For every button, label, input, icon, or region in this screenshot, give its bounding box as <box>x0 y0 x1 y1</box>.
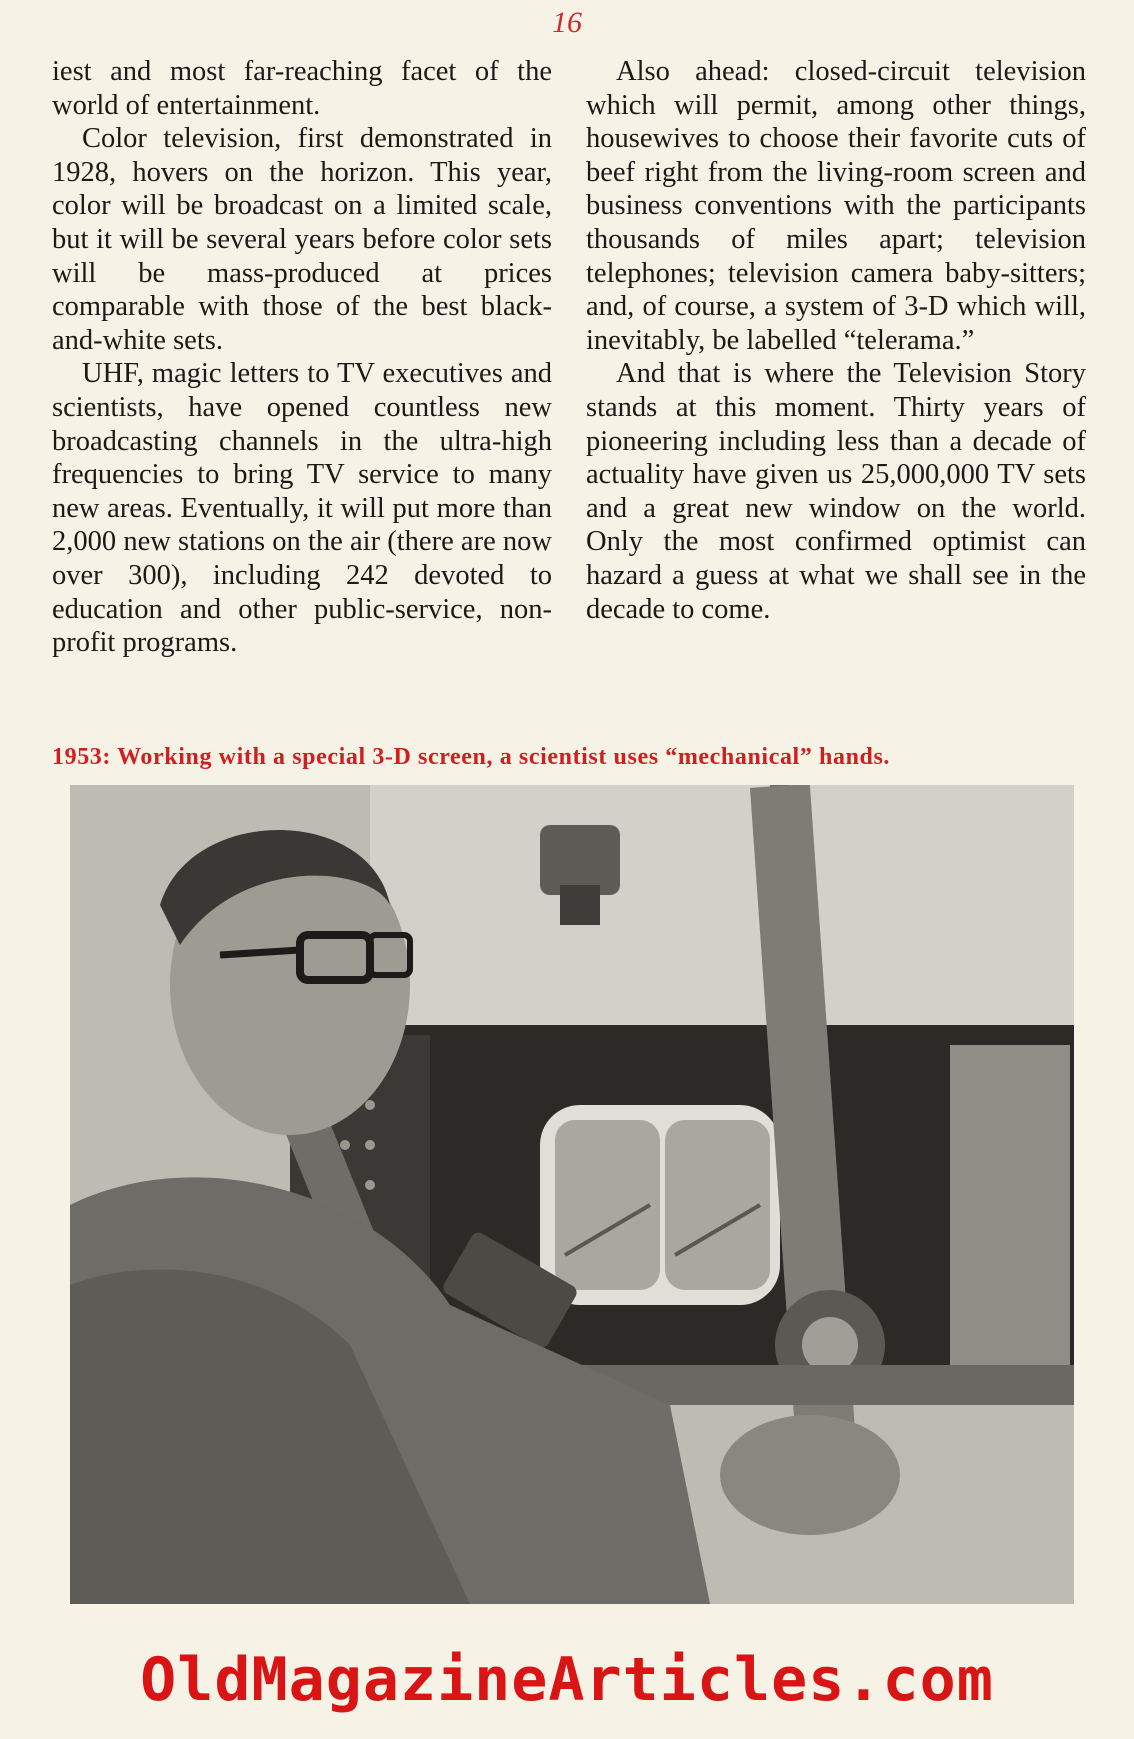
left-column <box>52 55 552 725</box>
site-logo: OldMagazineArticles.com <box>140 1645 994 1715</box>
photo-caption: 1953: Working with a special 3-D screen, a scientist uses “mechanical” hands. <box>52 744 891 770</box>
paragraph: UHF, magic letters to TV executives and scientists, have opened countless new broadcasting channels in the ultra-high frequencies to bring TV service to many new areas. Eventually, it will put more than 2,000 new stations on the air (there are now over 300), including 242 devoted to education and other public-service, non-profit programs. <box>52 358 552 659</box>
paragraph: Color television, first demonstrated in 1928, hovers on the horizon. This year, color will be broadcast on a limited scale, but it will be several years before color sets will be mass-produced at prices comparable with those of the best black-and-white sets. <box>52 123 552 356</box>
scientist-3d-screen-photo <box>70 785 1074 1604</box>
paragraph: Also ahead: closed-circuit television which will permit, among other things, housewives to choose their favorite cuts of beef right from the living-room screen and business conventions with the participants thousands of miles apart; television telephones; television camera baby-sitters; and, of course, a system of 3-D which will, inevitably, be labelled “telerama.” <box>586 56 1086 356</box>
article-columns <box>52 55 1086 725</box>
page-number: 16 <box>552 6 582 39</box>
right-column <box>586 55 1086 725</box>
paragraph: And that is where the Television Story stands at this moment. Thirty years of pioneering including less than a decade of actuality have given us 25,000,000 TV sets and a great new window on the world. Only the most confirmed optimist can hazard a guess at what we shall see in the decade to come. <box>586 358 1086 625</box>
paragraph: iest and most far-reaching facet of the world of entertainment. <box>52 56 552 121</box>
